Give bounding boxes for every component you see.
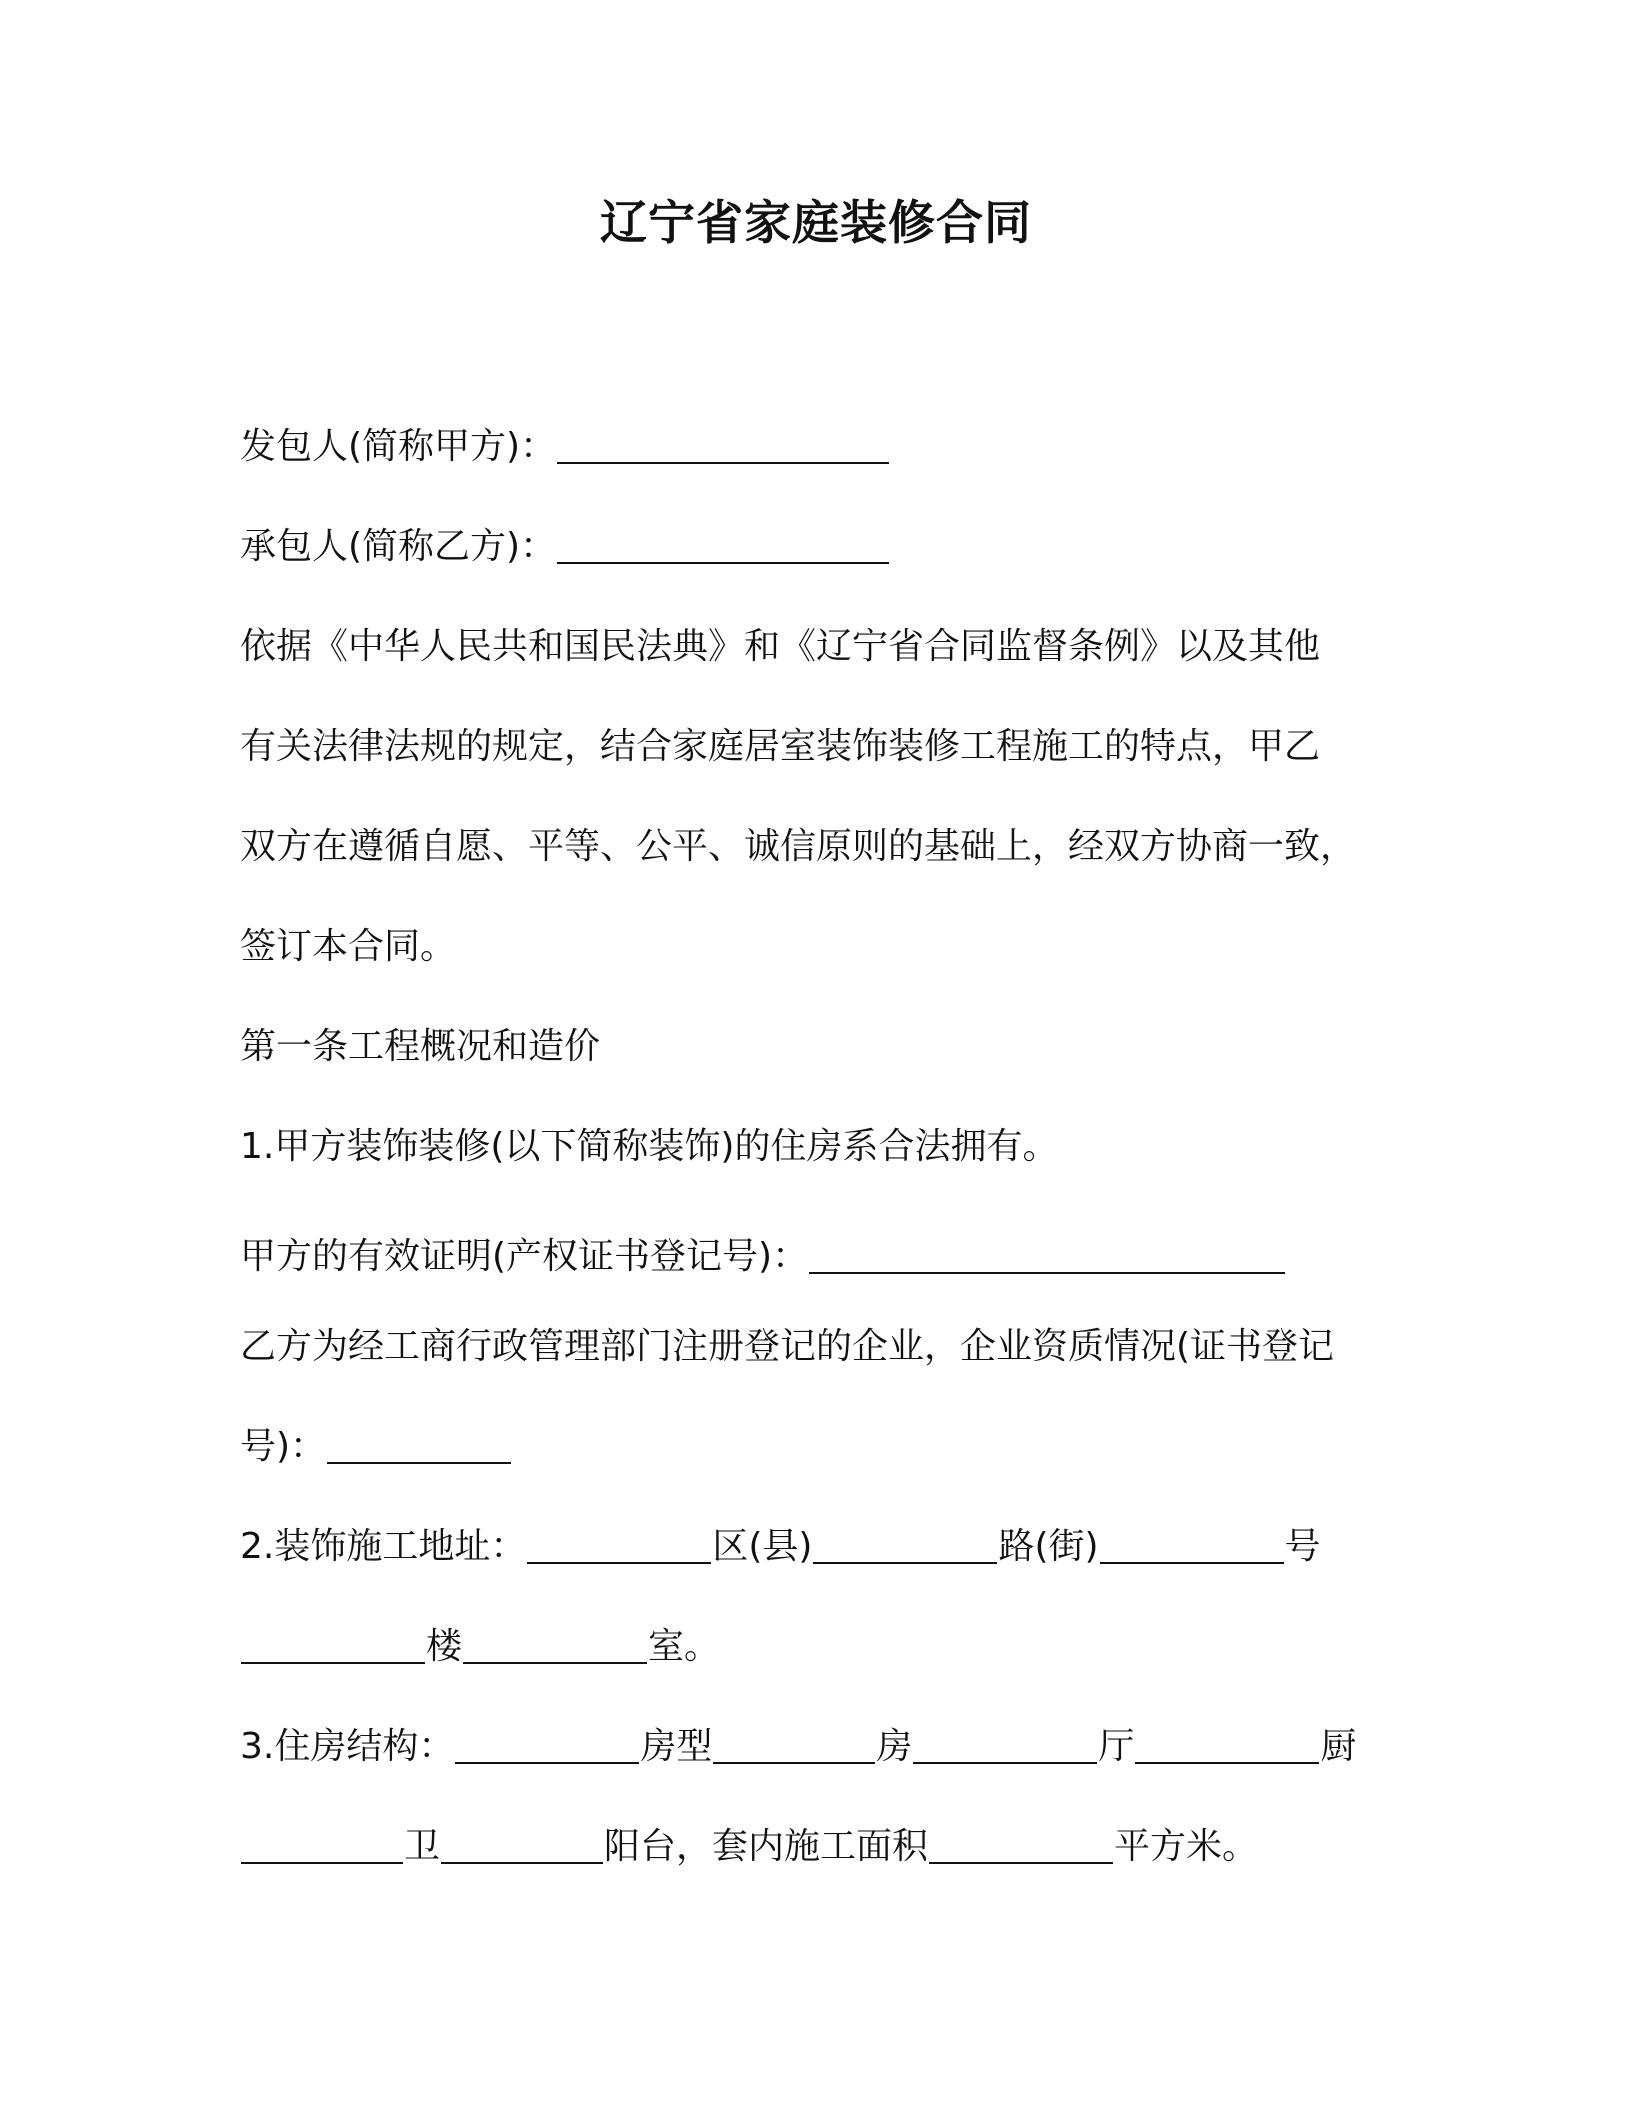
structure-prefix: 3.住房结构：: [240, 1726, 455, 1767]
structure-bath-blank: [241, 1824, 403, 1864]
cert-label: 甲方的有效证明(产权证书登记号)：: [240, 1236, 809, 1277]
structure-line-1: [240, 1722, 1356, 1772]
document-title: 辽宁省家庭装修合同: [600, 196, 1032, 251]
address-road-label: 路(街): [998, 1526, 1099, 1567]
structure-bedroom-blank: [713, 1724, 875, 1764]
structure-kitchen-label: 厨: [1320, 1726, 1357, 1767]
company-line-2: [240, 1422, 512, 1472]
address-district-blank: [527, 1524, 711, 1564]
item-1: 1.甲方装饰装修(以下简称装饰)的住房系合法拥有。: [240, 1126, 1059, 1167]
structure-balcony-blank: [441, 1824, 603, 1864]
intro-line-1: 依据《中华人民共和国民法典》和《辽宁省合同监督条例》以及其他: [240, 626, 1321, 667]
intro-line-2: 有关法律法规的规定，结合家庭居室装饰装修工程施工的特点，甲乙: [240, 726, 1321, 767]
company-cert-label: 号)：: [240, 1426, 327, 1467]
address-line-2: [240, 1622, 720, 1672]
structure-balcony-label: 阳台，套内施工面积: [604, 1826, 929, 1867]
address-room-label: 室。: [648, 1626, 721, 1667]
article-1-heading: 第一条工程概况和造价: [240, 1026, 601, 1067]
structure-line-2: [240, 1822, 1258, 1872]
cert-blank: [809, 1234, 1285, 1274]
party-b-blank: [557, 524, 889, 564]
structure-hall-blank: [913, 1724, 1097, 1764]
intro-line-4: 签订本合同。: [240, 926, 457, 967]
address-floor-label: 楼: [426, 1626, 463, 1667]
structure-kitchen-blank: [1135, 1724, 1319, 1764]
structure-type-label: 房型: [640, 1726, 713, 1767]
party-a-blank: [557, 424, 889, 464]
address-room-blank: [463, 1624, 647, 1664]
address-floor-blank: [241, 1624, 425, 1664]
structure-bath-label: 卫: [404, 1826, 441, 1867]
party-b-line: [240, 522, 890, 572]
address-road-blank: [813, 1524, 997, 1564]
party-a-label: 发包人(简称甲方)：: [240, 426, 557, 467]
address-number-blank: [1100, 1524, 1284, 1564]
structure-bedroom-label: 房: [876, 1726, 913, 1767]
cert-line: [240, 1232, 1286, 1282]
company-cert-blank: [327, 1424, 511, 1464]
party-b-label: 承包人(简称乙方)：: [240, 526, 557, 567]
structure-hall-label: 厅: [1098, 1726, 1135, 1767]
structure-type-blank: [455, 1724, 639, 1764]
address-number-label: 号: [1284, 1526, 1321, 1567]
company-line-1: 乙方为经工商行政管理部门注册登记的企业，企业资质情况(证书登记: [240, 1326, 1335, 1367]
structure-area-blank: [929, 1824, 1113, 1864]
address-district-label: 区(县): [712, 1526, 813, 1567]
structure-area-unit: 平方米。: [1114, 1826, 1259, 1867]
address-prefix: 2.装饰施工地址：: [240, 1526, 527, 1567]
intro-line-3: 双方在遵循自愿、平等、公平、诚信原则的基础上，经双方协商一致，: [240, 826, 1357, 867]
party-a-line: [240, 422, 890, 472]
address-line-1: [240, 1522, 1321, 1572]
